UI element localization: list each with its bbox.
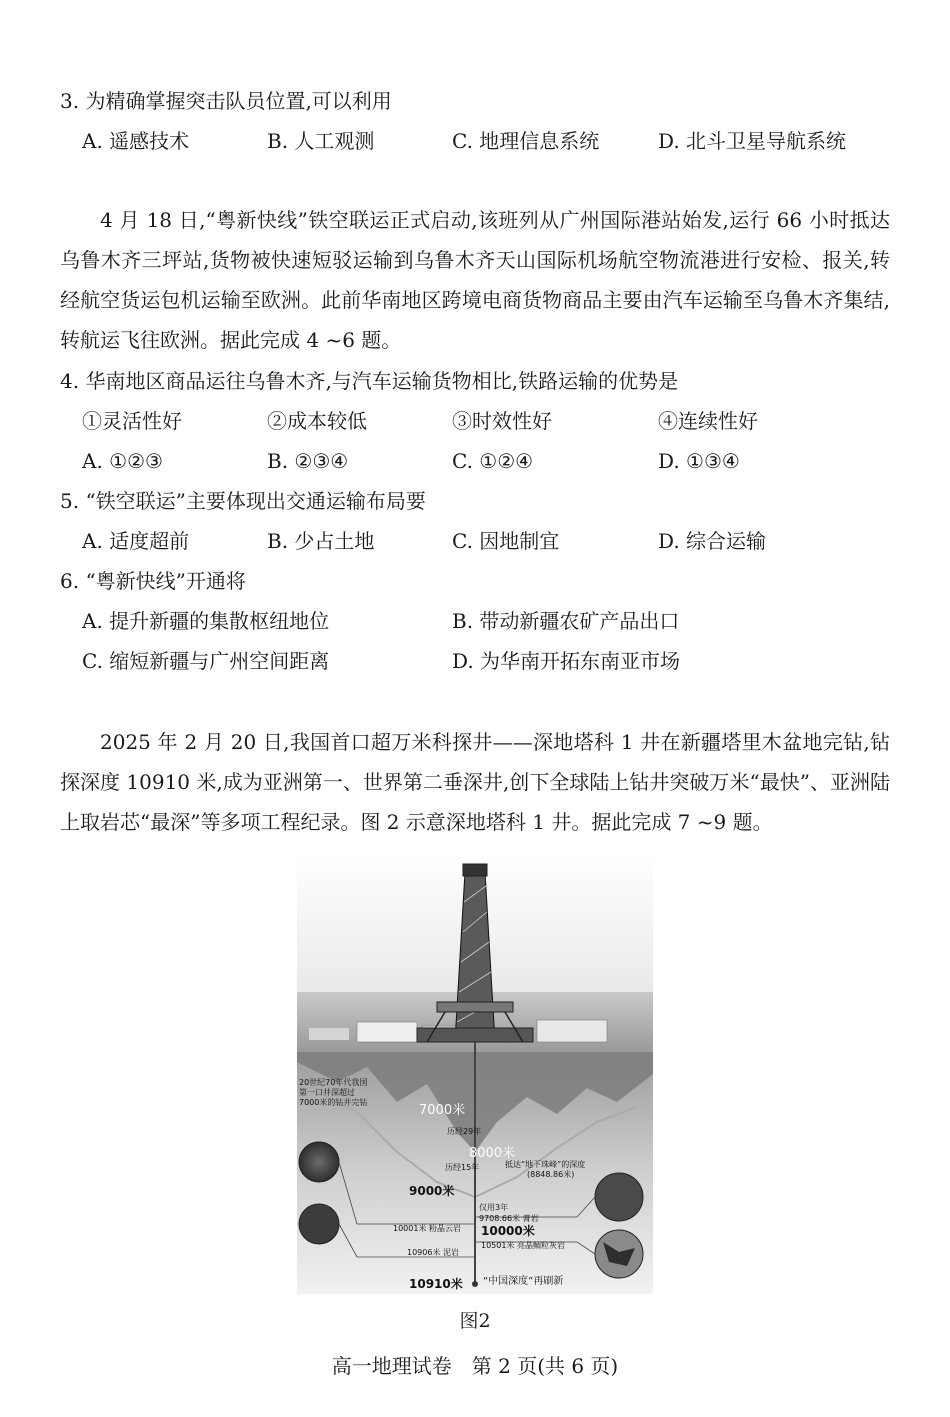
depth-9000: 9000米 (409, 1184, 455, 1198)
record-note: “中国深度”再刷新 (483, 1276, 564, 1287)
q4-item-1: ①灵活性好 (82, 409, 182, 433)
page-footer: 高一地理试卷 第 2 页(共 6 页) (331, 1354, 619, 1378)
q6-option-c: C. 缩短新疆与广州空间距离 (82, 649, 330, 673)
q5-option-a: A. 适度超前 (82, 529, 190, 553)
note-1970-line3: 7000米的钻井完钻 (299, 1098, 368, 1107)
q4-option-d: D. ①③④ (658, 449, 740, 473)
q3-option-d: D. 北斗卫星导航系统 (658, 129, 847, 153)
note-1970-line1: 20世纪70年代我国 (299, 1078, 368, 1087)
rock-9708: 9708.66米 膏岩 (479, 1214, 539, 1223)
q6-option-a: A. 提升新疆的集散枢纽地位 (82, 609, 330, 633)
q6-option-d: D. 为华南开拓东南亚市场 (452, 649, 681, 673)
everest-depth-value: (8848.86米) (527, 1170, 575, 1179)
q3-stem: 3. 为精确掌握突击队员位置,可以利用 (60, 89, 392, 113)
q4-item-4: ④连续性好 (658, 409, 758, 433)
depth-10910: 10910米 (409, 1277, 463, 1291)
rock-core-sample (299, 1142, 339, 1182)
q5-option-c: C. 因地制宜 (452, 529, 560, 553)
depth-7000: 7000米 (419, 1103, 466, 1118)
q6-stem: 6. “粤新快线”开通将 (60, 569, 246, 593)
depth-10000: 10000米 (481, 1224, 535, 1238)
q3-option-c: C. 地理信息系统 (452, 129, 600, 153)
q3-option-b: B. 人工观测 (267, 129, 375, 153)
well-figure (297, 852, 653, 1294)
q5-option-d: D. 综合运输 (658, 529, 767, 553)
rock-core-sample (299, 1204, 339, 1244)
passage-2: 2025 年 2 月 20 日,我国首口超万米科探井——深地塔科 1 井在新疆塔里木盆地完钻,钻探深度 10910 米,成为亚洲第一、世界第二垂深井,创下全球陆上钻井突破万米“最快”、亚洲陆上取岩芯“最深”等多项工程纪录。图 2 示意深地塔科 1 井。据此完成 7 ~9 题。 (60, 730, 890, 834)
depth-8000: 8000米 (469, 1146, 516, 1161)
q3-option-a: A. 遥感技术 (82, 129, 190, 153)
passage-1: 4 月 18 日,“粤新快线”铁空联运正式启动,该班列从广州国际港站始发,运行 66 小时抵达乌鲁木齐三坪站,货物被快速短驳运输到乌鲁木齐天山国际机场航空物流港进行安检、报关,转经航空货运包机运输至欧洲。此前华南地区跨境电商货物商品主要由汽车运输至乌鲁木齐集结,转航运飞往欧洲。据此完成 4 ~6 题。 (60, 208, 890, 352)
note-1970-line2: 第一口井深超过 (299, 1088, 355, 1097)
rock-10001: 10001米 粉晶云岩 (393, 1224, 461, 1233)
q4-item-3: ③时效性好 (452, 409, 552, 433)
span-15-years: 历经15年 (445, 1163, 480, 1172)
q5-stem: 5. “铁空联运”主要体现出交通运输布局要 (60, 489, 426, 513)
span-29-years: 历经29年 (447, 1127, 482, 1136)
span-3-years: 仅用3年 (479, 1203, 509, 1212)
q4-stem: 4. 华南地区商品运往乌鲁木齐,与汽车运输货物相比,铁路运输的优势是 (60, 369, 679, 393)
rock-10501: 10501米 亮晶鲕粒灰岩 (481, 1241, 565, 1250)
q4-option-c: C. ①②④ (452, 449, 534, 473)
q4-item-2: ②成本较低 (267, 409, 367, 433)
everest-depth-label: 抵达“地下珠峰”的深度 (505, 1160, 586, 1169)
rock-10906: 10906米 泥岩 (407, 1248, 459, 1257)
q5-option-b: B. 少占土地 (267, 529, 375, 553)
figure-caption: 图2 (459, 1310, 491, 1332)
well-figure-svg (297, 852, 653, 1294)
q6-option-b: B. 带动新疆农矿产品出口 (452, 609, 680, 633)
q4-option-a: A. ①②③ (82, 449, 163, 473)
rock-core-sample (595, 1173, 643, 1221)
q4-option-b: B. ②③④ (267, 449, 349, 473)
